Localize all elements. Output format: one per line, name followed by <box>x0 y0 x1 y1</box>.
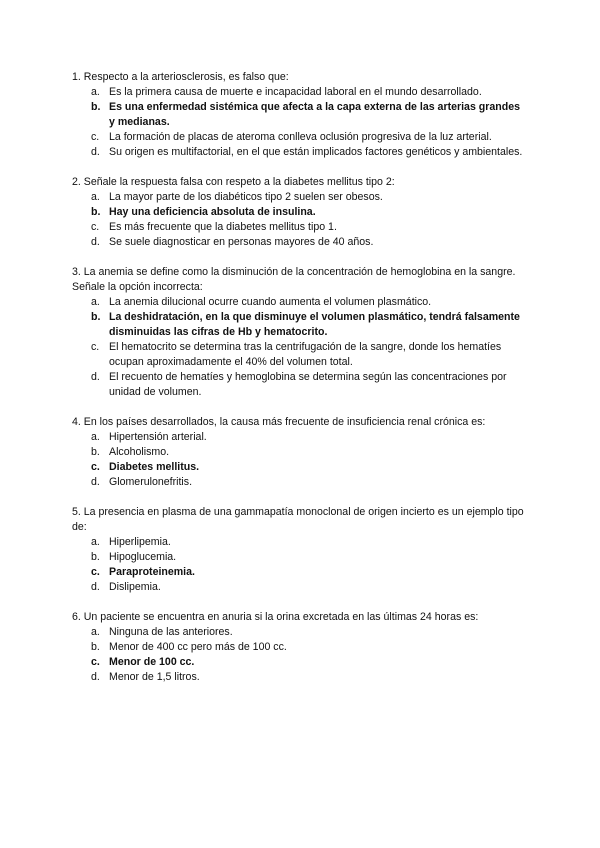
option-a <box>72 430 527 445</box>
option-list <box>72 190 527 250</box>
option-letter: d. <box>91 671 100 683</box>
option-text: Glomerulonefritis. <box>109 476 193 488</box>
option-text: Es una enfermedad sistémica que afecta a la capa externa de las arterias grandes y medianas. <box>109 101 520 128</box>
question-text: 4. En los países desarrollados, la causa más frecuente de insuficiencia renal crónica es: <box>72 416 486 428</box>
option-c <box>72 565 527 580</box>
option-text: Ninguna de las anteriores. <box>109 626 233 638</box>
option-text: La mayor parte de los diabéticos tipo 2 suelen ser obesos. <box>109 191 383 203</box>
option-text: Hipertensión arterial. <box>109 431 207 443</box>
option-b <box>72 550 527 565</box>
option-text: Diabetes mellitus. <box>109 461 200 473</box>
option-letter: c. <box>91 566 100 578</box>
option-text: Se suele diagnosticar en personas mayores de 40 años. <box>109 236 374 248</box>
option-text: Hiperlipemia. <box>109 536 171 548</box>
option-d <box>72 580 527 595</box>
option-text: Hipoglucemia. <box>109 551 177 563</box>
option-letter: c. <box>91 656 100 668</box>
option-c <box>72 655 527 670</box>
option-letter: a. <box>91 431 100 443</box>
option-letter: c. <box>91 461 100 473</box>
option-letter: a. <box>91 191 100 203</box>
question-text: 1. Respecto a la arteriosclerosis, es falso que: <box>72 71 289 83</box>
option-letter: b. <box>91 101 101 113</box>
option-a <box>72 625 527 640</box>
option-text: Menor de 1,5 litros. <box>109 671 200 683</box>
option-letter: b. <box>91 206 101 218</box>
option-letter: c. <box>91 341 100 353</box>
option-list <box>72 430 527 490</box>
option-letter: d. <box>91 581 100 593</box>
option-text: La formación de placas de ateroma conlleva oclusión progresiva de la luz arterial. <box>109 131 492 143</box>
question-text: 2. Señale la respuesta falsa con respeto a la diabetes mellitus tipo 2: <box>72 176 395 188</box>
option-letter: a. <box>91 626 100 638</box>
option-text: Menor de 100 cc. <box>109 656 195 668</box>
option-text: Es la primera causa de muerte e incapacidad laboral en el mundo desarrollado. <box>109 86 482 98</box>
option-letter: b. <box>91 641 100 653</box>
option-list <box>72 295 527 400</box>
option-letter: d. <box>91 236 100 248</box>
question-3 <box>72 265 527 400</box>
option-text: Paraproteinemia. <box>109 566 195 578</box>
option-text: El hematocrito se determina tras la centrifugación de la sangre, donde los hematíes ocupan aproximadamente el 40% del volumen total. <box>109 341 502 368</box>
option-b <box>72 445 527 460</box>
option-d <box>72 670 527 685</box>
option-d <box>72 235 527 250</box>
option-d <box>72 370 527 400</box>
option-b <box>72 205 527 220</box>
option-letter: b. <box>91 446 100 458</box>
option-b <box>72 310 527 340</box>
option-text: Es más frecuente que la diabetes mellitus tipo 1. <box>109 221 337 233</box>
option-text: Su origen es multifactorial, en el que están implicados factores genéticos y ambientales. <box>109 146 523 158</box>
option-list <box>72 625 527 685</box>
document-body <box>72 70 527 700</box>
option-letter: b. <box>91 551 100 563</box>
option-a <box>72 295 527 310</box>
question-text: 6. Un paciente se encuentra en anuria si la orina excretada en las últimas 24 horas es: <box>72 611 479 623</box>
question-4 <box>72 415 527 490</box>
question-2 <box>72 175 527 250</box>
option-b <box>72 100 527 130</box>
option-d <box>72 145 527 160</box>
option-c <box>72 460 527 475</box>
option-text: Hay una deficiencia absoluta de insulina. <box>109 206 316 218</box>
option-text: Dislipemia. <box>109 581 161 593</box>
option-text: La deshidratación, en la que disminuye el volumen plasmático, tendrá falsamente disminuidas las cifras de Hb y hematocrito. <box>109 311 520 338</box>
option-list <box>72 85 527 160</box>
question-text: 3. La anemia se define como la disminución de la concentración de hemoglobina en la sangre. Señale la opción incorrecta: <box>72 266 516 293</box>
option-letter: a. <box>91 296 100 308</box>
question-1 <box>72 70 527 160</box>
option-c <box>72 130 527 145</box>
option-c <box>72 340 527 370</box>
option-b <box>72 640 527 655</box>
option-letter: a. <box>91 86 100 98</box>
option-letter: a. <box>91 536 100 548</box>
option-letter: d. <box>91 146 100 158</box>
option-text: El recuento de hematíes y hemoglobina se determina según las concentraciones por unidad de volumen. <box>109 371 507 398</box>
option-text: La anemia dilucional ocurre cuando aumenta el volumen plasmático. <box>109 296 432 308</box>
option-a <box>72 190 527 205</box>
question-text: 5. La presencia en plasma de una gammapatía monoclonal de origen incierto es un ejemplo tipo de: <box>72 506 524 533</box>
option-letter: d. <box>91 371 100 383</box>
option-letter: d. <box>91 476 100 488</box>
option-c <box>72 220 527 235</box>
option-list <box>72 535 527 595</box>
option-letter: c. <box>91 221 100 233</box>
question-5 <box>72 505 527 595</box>
option-letter: b. <box>91 311 101 323</box>
option-text: Menor de 400 cc pero más de 100 cc. <box>109 641 287 653</box>
option-d <box>72 475 527 490</box>
option-a <box>72 535 527 550</box>
option-text: Alcoholismo. <box>109 446 170 458</box>
option-a <box>72 85 527 100</box>
option-letter: c. <box>91 131 100 143</box>
question-6 <box>72 610 527 685</box>
